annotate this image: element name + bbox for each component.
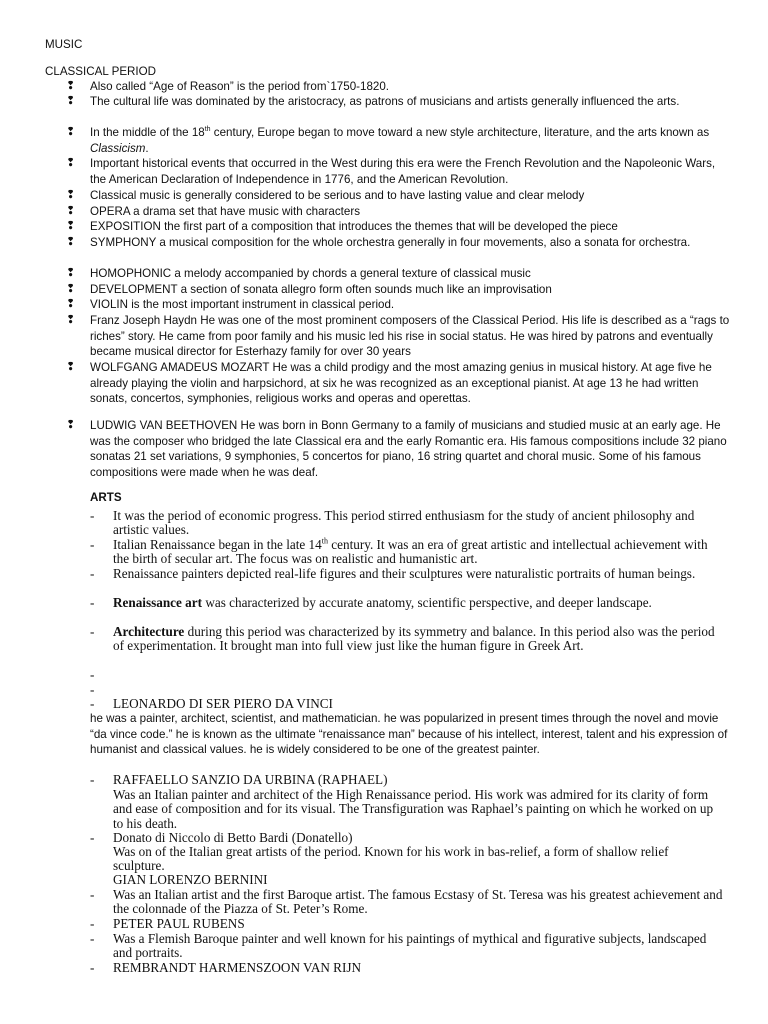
bullet-icon: ❢ [66, 236, 75, 248]
list-item: Italian Renaissance began in the late 14th century. It was an era of great artistic and intellectual achievement with the birth of secular art. The focus was on realistic and humanistic art. [113, 536, 708, 567]
dash-marker: - [90, 887, 95, 902]
dash-marker: - [90, 595, 95, 610]
bullet-icon: ❢ [66, 189, 75, 201]
bullet-icon: ❢ [66, 283, 75, 295]
artist-title: Donato di Niccolo di Betto Bardi (Donatello) [113, 830, 353, 845]
list-item: SYMPHONY a musical composition for the whole orchestra generally in four movements, also a sonata for orchestra. [90, 236, 691, 249]
list-item: Franz Joseph Haydn He was one of the most prominent composers of the Classical Period. His life is described as a “rags to riches” story. He came from poor family and his music led his rise in social status. He was hired by patrons and eventually became musical director for Esterhazy family for over 30 years [90, 314, 730, 359]
dash-marker: - [90, 772, 95, 787]
bullet-icon: ❢ [66, 205, 75, 217]
artist-description: Was an Italian artist and the first Baroque artist. The famous Ecstasy of St. Teresa was his greatest achievement and the colonnade of the Piazza of St. Peter’s Rome. [113, 887, 723, 917]
dash-marker: - [90, 696, 95, 711]
list-item: Classical music is generally considered to be serious and to have lasting value and clear melody [90, 189, 585, 202]
artist-title: REMBRANDT HARMENSZOON VAN RIJN [113, 960, 362, 975]
list-item: Renaissance painters depicted real-life figures and their sculptures were naturalistic portraits of human beings. [113, 566, 696, 581]
dash-marker: - [90, 667, 95, 682]
list-item: The cultural life was dominated by the aristocracy, as patrons of musicians and artists generally influenced the arts. [90, 95, 680, 108]
bold-term: Architecture [113, 624, 185, 639]
bullet-icon: ❢ [66, 298, 75, 310]
bullet-icon: ❢ [66, 419, 75, 431]
dash-marker: - [90, 537, 95, 552]
artist-description: Was an Italian painter and architect of the High Renaissance period. His work was admired for its clarity of form and ease of composition and for its visual. The Transfiguration was Raphael’s painting on which he worked on up to his death. [113, 787, 714, 831]
list-item: Also called “Age of Reason” is the period from`1750-1820. [90, 80, 390, 93]
bullet-icon: ❢ [66, 314, 75, 326]
bold-term: Renaissance art [113, 595, 203, 610]
dash-marker: - [90, 916, 95, 931]
artist-title: PETER PAUL RUBENS [113, 916, 245, 931]
dash-marker: - [90, 624, 95, 639]
section-title: CLASSICAL PERIOD [45, 65, 157, 78]
bullet-icon: ❢ [66, 126, 75, 138]
dash-marker: - [90, 931, 95, 946]
list-item: Important historical events that occurred in the West during this era were the French Revolution and the Napoleonic Wars, the American Declaration of Independence in 1776, and the American Revolution. [90, 157, 716, 186]
bullet-icon: ❢ [66, 361, 75, 373]
bullet-icon: ❢ [66, 220, 75, 232]
list-item: OPERA a drama set that have music with characters [90, 205, 360, 218]
list-item: In the middle of the 18th century, Europe began to move toward a new style architecture, literature, and the arts known as Classicism. [90, 126, 710, 155]
dash-marker: - [90, 960, 95, 975]
leonardo-description: he was a painter, architect, scientist, and mathematician. he was popularized in present times through the novel and movie “da vince code.” he is known as the ultimate “renaissance man” because of his intellect, interest, talent and his expression of humanist and classical values. he is widely considered to be one of the greatest painter. [90, 712, 728, 757]
list-item: It was the period of economic progress. This period stirred enthusiasm for the study of ancient philosophy and artistic values. [113, 508, 695, 538]
dash-marker: - [90, 830, 95, 845]
dash-marker: - [90, 508, 95, 523]
bullet-icon: ❢ [66, 95, 75, 107]
list-item: WOLFGANG AMADEUS MOZART He was a child prodigy and the most amazing genius in musical history. At age five he already playing the violin and harpsichord, at six he was recognized as an exceptional pianist. At age 13 he had written sonats, concertos, symphonies, religious works and operas and operettas. [90, 361, 712, 406]
list-item: HOMOPHONIC a melody accompanied by chords a general texture of classical music [90, 267, 531, 280]
dash-marker: - [90, 566, 95, 581]
bullet-icon: ❢ [66, 267, 75, 279]
bullet-icon: ❢ [66, 157, 75, 169]
arts-title: ARTS [90, 491, 122, 504]
document-heading: MUSIC [45, 38, 83, 51]
list-item: VIOLIN is the most important instrument in classical period. [90, 298, 395, 311]
artist-title: GIAN LORENZO BERNINI [113, 872, 268, 887]
list-item: Architecture during this period was characterized by its symmetry and balance. In this period also was the period of experimentation. It brought man into full view just like the human figure in Greek Art. [113, 624, 715, 654]
bullet-icon: ❢ [66, 80, 75, 92]
artist-title: RAFFAELLO SANZIO DA URBINA (RAPHAEL) [113, 772, 388, 787]
list-item: LUDWIG VAN BEETHOVEN He was born in Bonn Germany to a family of musicians and studied music at an early age. He was the composer who bridged the late Classical era and the early Romantic era. His famous compositions include 32 piano sonatas 21 set variations, 9 symphonies, 5 concertos for piano, 16 string quartet and choral music. Some of his famous compositions were made when he was deaf. [90, 419, 727, 479]
list-item: EXPOSITION the first part of a composition that introduces the themes that will be developed the piece [90, 220, 618, 233]
artist-description: Was a Flemish Baroque painter and well known for his paintings of mythical and figurative subjects, landscaped and portraits. [113, 931, 707, 961]
artist-description: Was on of the Italian great artists of the period. Known for his work in bas-relief, a form of shallow relief sculpture. [113, 844, 669, 874]
list-item: DEVELOPMENT a section of sonata allegro form often sounds much like an improvisation [90, 283, 552, 296]
list-item: Renaissance art was characterized by accurate anatomy, scientific perspective, and deeper landscape. [113, 595, 652, 610]
dash-marker: - [90, 682, 95, 697]
artist-title: LEONARDO DI SER PIERO DA VINCI [113, 696, 333, 711]
